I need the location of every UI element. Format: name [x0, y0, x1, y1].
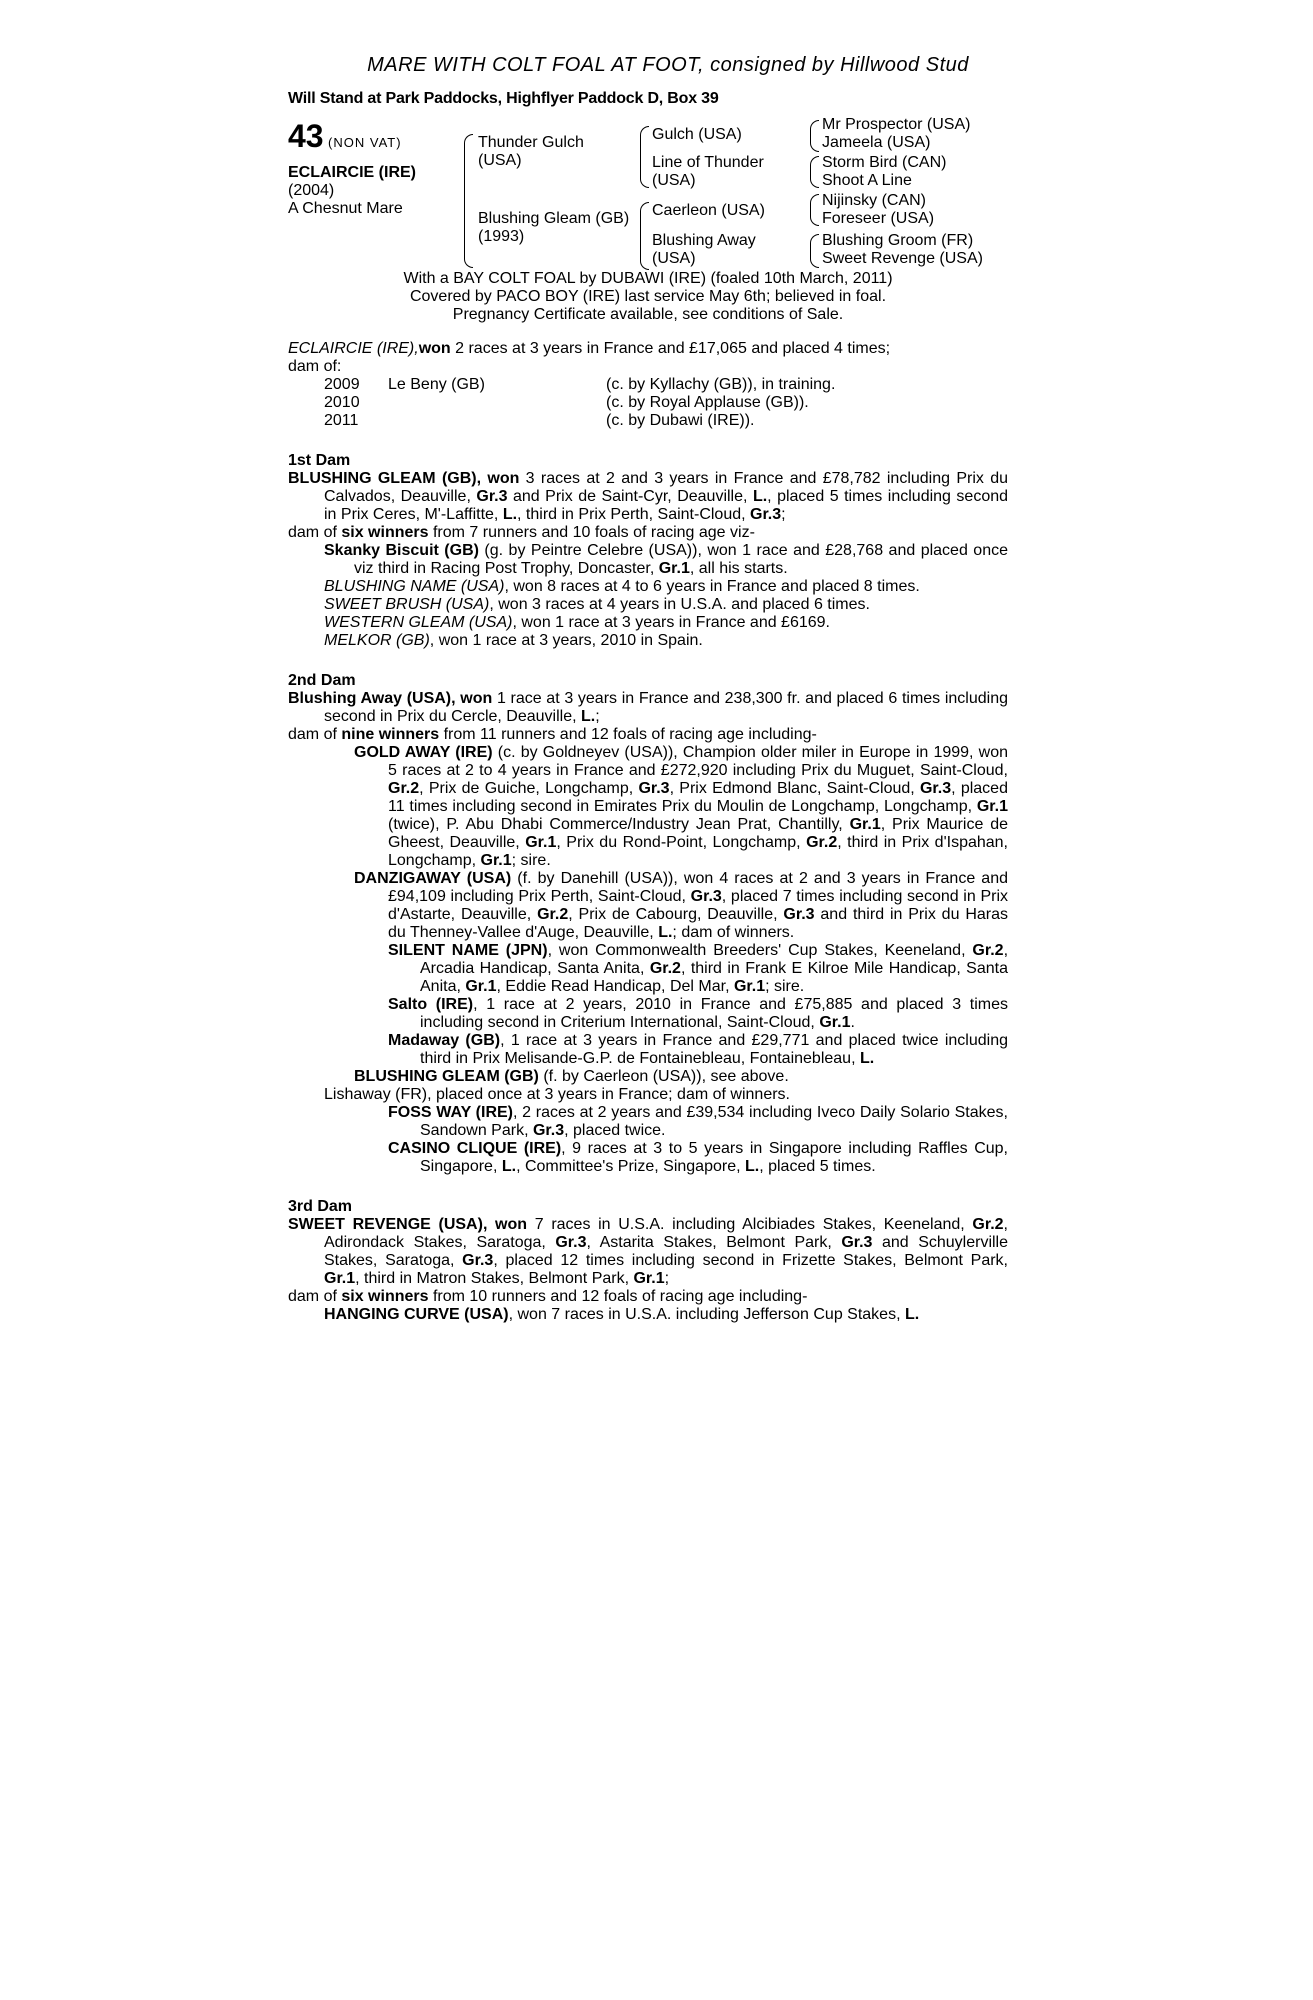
second-dam-record: Blushing Away (USA), won 1 race at 3 years in France and 238,300 fr. and placed 6 times including second in Prix du Cercle, Deauville, L.; — [288, 690, 1009, 725]
produce-entry: Salto (IRE), 1 race at 2 years, 2010 in France and £75,885 and placed 3 times including second in Criterium International, Saint-Cloud, Gr.1. — [388, 996, 1009, 1031]
ped-sds: Storm Bird (CAN) — [822, 154, 947, 171]
produce-row: 2011 (c. by Dubawi (IRE)). — [324, 412, 755, 429]
certificate-note: Pregnancy Certificate available, see conditions of Sale. — [452, 306, 844, 323]
pedigree-brace — [810, 156, 819, 188]
second-dam-heading: 2nd Dam — [288, 672, 356, 689]
page-title: MARE WITH COLT FOAL AT FOOT, consigned by Hillwood Stud — [367, 54, 969, 76]
produce-entry: FOSS WAY (IRE), 2 races at 2 years and £39,534 including Iveco Daily Solario Stakes, Sandown Park, Gr.3, placed twice. — [388, 1104, 1008, 1139]
third-dam-heading: 3rd Dam — [288, 1198, 353, 1215]
vat-status: (NON VAT) — [328, 135, 402, 150]
produce-entry: BLUSHING NAME (USA), won 8 races at 4 to 6 years in France and placed 8 times. — [324, 578, 920, 595]
horse-year: (2004) — [288, 182, 335, 199]
pedigree-brace — [810, 120, 819, 152]
ped-sss: Mr Prospector (USA) — [822, 116, 971, 133]
produce-entry: SILENT NAME (JPN), won Commonwealth Breeders' Cup Stakes, Keeneland, Gr.2, Arcadia Handicap, Santa Anita, Gr.2, third in Frank E Kilroe Mile Handicap, Santa Anita, Gr.1, Eddie Read Handicap, Del Mar, Gr.1; sire. — [388, 942, 1009, 995]
horse-name: ECLAIRCIE (IRE) — [288, 164, 416, 181]
produce-entry: CASINO CLIQUE (IRE), 9 races at 3 to 5 years in Singapore including Raffles Cup, Singapore, L., Committee's Prize, Singapore, L., placed 5 times. — [388, 1140, 1009, 1175]
dam-year: (1993) — [478, 228, 525, 245]
catalogue-page — [288, 52, 1008, 1324]
produce-row: 2010 (c. by Royal Applause (GB)). — [324, 394, 809, 411]
produce-entry: BLUSHING GLEAM (GB) (f. by Caerleon (USA)), see above. — [354, 1068, 789, 1085]
sire-dam: Line of Thunder — [652, 154, 764, 171]
pedigree-brace — [810, 234, 819, 268]
mare-record: ECLAIRCIE (IRE),won 2 races at 3 years in France and £17,065 and placed 4 times; — [288, 340, 891, 357]
pedigree-block — [288, 116, 1008, 270]
sire-country: (USA) — [478, 152, 522, 169]
dam-sire: Caerleon (USA) — [652, 202, 765, 219]
dam-dam: Blushing Away — [652, 232, 756, 249]
horse-description: A Chesnut Mare — [288, 200, 403, 217]
second-dam-produce-summary: dam of nine winners from 11 runners and 12 foals of racing age including- — [288, 726, 817, 743]
third-dam-produce-summary: dam of six winners from 10 runners and 12 foals of racing age including- — [288, 1288, 808, 1305]
pedigree-brace — [640, 126, 649, 188]
produce-entry: Skanky Biscuit (GB) (g. by Peintre Celebre (USA)), won 1 race and £28,768 and placed once viz third in Racing Post Trophy, Doncaster, Gr.1, all his starts. — [324, 542, 1009, 577]
ped-dds: Blushing Groom (FR) — [822, 232, 974, 249]
produce-entry: DANZIGAWAY (USA) (f. by Danehill (USA)), won 4 races at 2 and 3 years in France and £94,109 including Prix Perth, Saint-Cloud, Gr.3, placed 7 times including second in Prix d'Astarte, Deauville, Gr.2, Prix de Cabourg, Deauville, Gr.3 and third in Prix du Haras du Thenney-Vallee d'Auge, Deauville, L.; dam of winners. — [354, 870, 1009, 941]
sire-sire: Gulch (USA) — [652, 126, 742, 143]
dam: Blushing Gleam (GB) — [478, 210, 630, 227]
produce-entry: Lishaway (FR), placed once at 3 years in France; dam of winners. — [324, 1086, 790, 1103]
produce-entry: GOLD AWAY (IRE) (c. by Goldneyev (USA)), Champion older miler in Europe in 1999, won 5 races at 2 to 4 years in France and £272,920 including Prix du Muguet, Saint-Cloud, Gr.2, Prix de Guiche, Longchamp, Gr.3, Prix Edmond Blanc, Saint-Cloud, Gr.3, placed 11 times including second in Emirates Prix du Moulin de Longchamp, Longchamp, Gr.1 (twice), P. Abu Dhabi Commerce/Industry Jean Prat, Chantilly, Gr.1, Prix Maurice de Gheest, Deauville, Gr.1, Prix du Rond-Point, Longchamp, Gr.2, third in Prix d'Ispahan, Longchamp, Gr.1; sire. — [354, 744, 1009, 869]
pedigree-brace — [464, 134, 473, 268]
produce-entry: MELKOR (GB), won 1 race at 3 years, 2010 in Spain. — [324, 632, 703, 649]
third-dam-record: SWEET REVENGE (USA), won 7 races in U.S.A. including Alcibiades Stakes, Keeneland, Gr.2, Adirondack Stakes, Saratoga, Gr.3, Astarita Stakes, Belmont Park, Gr.3 and Schuylerville Stakes, Saratoga, Gr.3, placed 12 times including second in Frizette Stakes, Belmont Park, Gr.1, third in Matron Stakes, Belmont Park, Gr.1; — [288, 1216, 1009, 1287]
ped-dsd: Foreseer (USA) — [822, 210, 935, 227]
dam-dam-country: (USA) — [652, 250, 696, 267]
ped-ssd: Jameela (USA) — [822, 134, 931, 151]
produce-entry: SWEET BRUSH (USA), won 3 races at 4 years in U.S.A. and placed 6 times. — [324, 596, 870, 613]
first-dam-produce-summary: dam of six winners from 7 runners and 10 foals of racing age viz- — [288, 524, 755, 541]
sire-dam-country: (USA) — [652, 172, 696, 189]
covered-note: Covered by PACO BOY (IRE) last service May 6th; believed in foal. — [409, 288, 887, 305]
first-dam-heading: 1st Dam — [288, 452, 351, 469]
foal-note: With a BAY COLT FOAL by DUBAWI (IRE) (foaled 10th March, 2011) — [403, 270, 893, 287]
pedigree-brace — [640, 202, 649, 270]
ped-dss: Nijinsky (CAN) — [822, 192, 926, 209]
lot-number: 43 — [288, 118, 324, 154]
pedigree-brace — [810, 194, 819, 226]
ped-ddd: Sweet Revenge (USA) — [822, 250, 983, 267]
stand-location: Will Stand at Park Paddocks, Highflyer Paddock D, Box 39 — [288, 90, 719, 107]
produce-entry: HANGING CURVE (USA), won 7 races in U.S.A. including Jefferson Cup Stakes, L. — [324, 1306, 920, 1323]
dam-of-label: dam of: — [288, 358, 342, 375]
sire: Thunder Gulch — [478, 134, 584, 151]
produce-entry: WESTERN GLEAM (USA), won 1 race at 3 years in France and £6169. — [324, 614, 830, 631]
produce-entry: Madaway (GB), 1 race at 3 years in France and £29,771 and placed twice including third in Prix Melisande-G.P. de Fontainebleau, Fontainebleau, L. — [388, 1032, 1008, 1067]
first-dam-record: BLUSHING GLEAM (GB), won 3 races at 2 and 3 years in France and £78,782 including Prix du Calvados, Deauville, Gr.3 and Prix de Saint-Cyr, Deauville, L., placed 5 times including second in Prix Ceres, M'-Laffitte, L., third in Prix Perth, Saint-Cloud, Gr.3; — [288, 470, 1009, 523]
ped-sdd: Shoot A Line — [822, 172, 912, 189]
produce-row: 2009 Le Beny (GB) (c. by Kyllachy (GB)), in training. — [324, 376, 836, 393]
